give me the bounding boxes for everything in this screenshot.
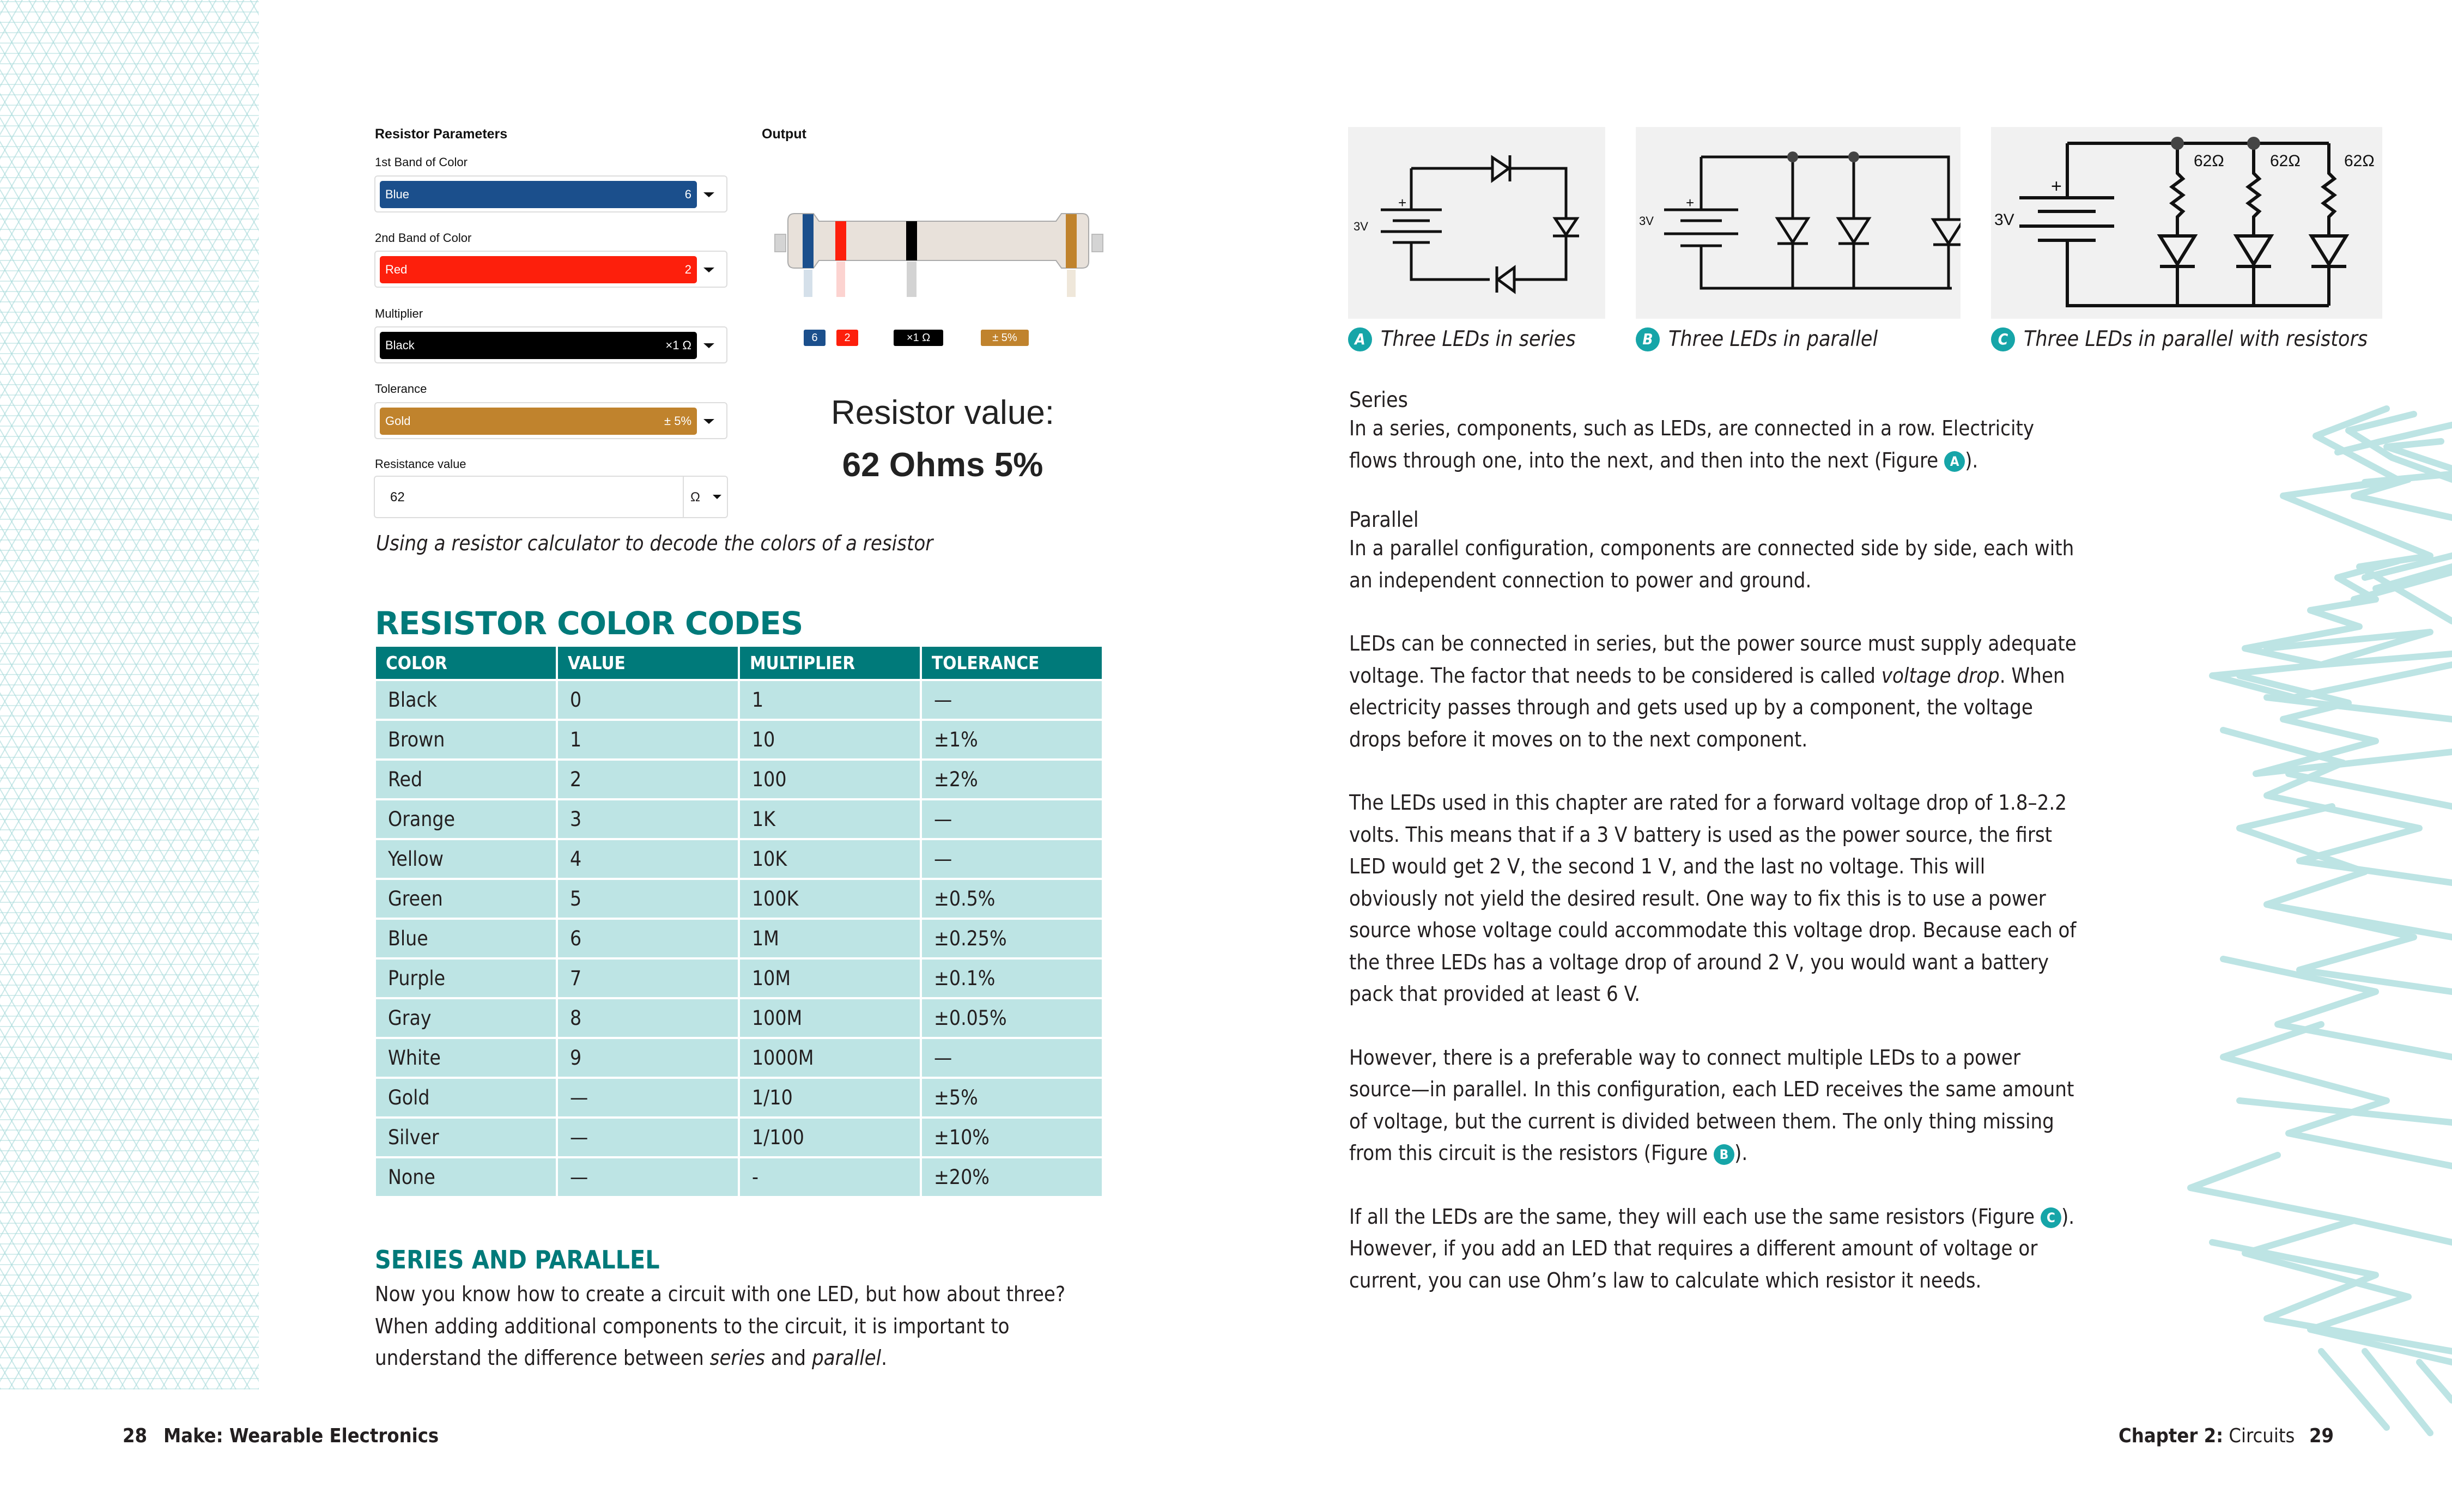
band2-label: 2nd Band of Color [375,231,472,245]
paragraph-text: . When electricity passes through and gets used up by a component, the voltage drops before it moves on to the next component. [1349,663,2065,751]
paragraph-text: However, there is a preferable way to connect multiple LEDs to a power source—in parallel. In this configuration, each LED receives the same amount of voltage, but the current is divided between them. The only thing missing from this circuit is the resistors (Figure [1349,1045,2074,1165]
resistance-value[interactable]: 62 [390,490,405,505]
tolerance-code: ± 5% [664,414,691,428]
multiplier-select[interactable] [374,326,727,363]
cell: ±5% [922,1079,1102,1116]
voltage-drop-paragraph [1349,628,2079,755]
band2-code: 2 [684,263,691,276]
band2-select[interactable] [374,251,727,288]
svg-text:62Ω: 62Ω [2344,152,2375,170]
band1-selected-value [380,181,697,208]
band2-color-name: Red [385,263,408,276]
parallel-resistor-circuit-diagram [1991,127,2382,319]
chevron-down-icon[interactable] [703,419,714,424]
right-body [1349,388,2079,1296]
band1-tag: 6 [804,330,826,346]
band2-tag: 2 [836,330,858,346]
cell: White [376,1039,556,1077]
color-codes-title: RESISTOR COLOR CODES [375,605,803,642]
cell: Green [376,880,556,918]
chevron-down-icon[interactable] [713,495,721,499]
svg-text:3V: 3V [1354,220,1368,233]
table-row [376,1079,1102,1116]
unit-select[interactable] [683,477,729,517]
figure-a-series-circuit [1348,127,1605,319]
band1-color-name: Blue [385,187,410,201]
cell: — [922,1039,1102,1077]
cell: Silver [376,1119,556,1156]
cell: 10M [740,960,920,997]
chapter-label: Chapter 2: [2119,1425,2224,1447]
resistor-diagram [767,174,1110,354]
cell: None [376,1158,556,1196]
forward-voltage-paragraph: The LEDs used in this chapter are rated for a forward voltage drop of 1.8–2.2 volts. This means that if a 3 V battery is used as the power source, the first LED would get 2 V, the second 1 V, and the last no voltage. This will obviously not yield the desired result. One way to fix this is to use a power source whose voltage could accommodate this voltage drop. Because each of the three LEDs has a voltage drop of around 2 V, you would want a battery pack that provided at least 6 V. [1349,791,2077,1006]
table-header-row [376,647,1102,679]
multiplier-tag: ×1 Ω [894,330,943,346]
figure-a-caption [1348,327,1576,351]
cell: 8 [558,999,738,1037]
table-row [376,681,1102,719]
tolerance-tag: ± 5% [981,330,1029,346]
cell: 1 [558,721,738,758]
cell: — [558,1158,738,1196]
cell: Purple [376,960,556,997]
figure-b-caption-text: Three LEDs in parallel [1668,327,1878,351]
svg-text:62Ω: 62Ω [2270,152,2301,170]
cell: Gray [376,999,556,1037]
decorative-pattern-strip [0,0,259,1389]
paragraph-text: ). [1734,1141,1748,1165]
decorative-zigzag-lines [2158,392,2452,1482]
multiplier-label: Multiplier [375,307,423,320]
intro-text: Now you know how to create a circuit with one LED, but how about three? When adding additional components to the circuit, it is important to understand the difference between [375,1282,1066,1370]
table-row [376,920,1102,957]
figure-b-caption [1636,327,1878,351]
cell: ±10% [922,1119,1102,1156]
chapter-footer [2119,1425,2295,1447]
cell: Red [376,761,556,798]
band1-label: 1st Band of Color [375,155,468,169]
intro-text: and [764,1346,812,1370]
color-codes-table [374,645,1104,1198]
tolerance-label: Tolerance [375,382,427,396]
cell: 9 [558,1039,738,1077]
header-tolerance: TOLERANCE [922,647,1102,679]
cell: ±0.05% [922,999,1102,1037]
same-resistors-paragraph [1349,1201,2079,1297]
tolerance-selected-value [380,408,697,435]
figure-a-caption-text: Three LEDs in series [1381,327,1576,351]
cell: — [922,840,1102,878]
cell: 1/10 [740,1079,920,1116]
parallel-paragraph: In a parallel configuration, components are connected side by side, each with an independent connection to power and ground. [1349,536,2074,592]
cell: ±0.1% [922,960,1102,997]
paragraph-text: LEDs can be connected in series, but the power source must supply adequate voltage. The factor that needs to be considered is called [1349,631,2077,688]
series-circuit-diagram [1348,127,1605,319]
multiplier-color-name: Black [385,338,415,352]
table-row [376,1119,1102,1156]
resistance-label: Resistance value [375,457,466,471]
chevron-down-icon[interactable] [703,192,714,197]
table-row [376,761,1102,798]
paragraph-text: If all the LEDs are the same, they will each use the same resistors (Figure [1349,1204,2041,1229]
parallel-circuit-diagram [1636,127,1961,319]
table-row [376,721,1102,758]
cell: 10 [740,721,920,758]
header-multiplier: MULTIPLIER [740,647,920,679]
chapter-title: Circuits [2229,1425,2295,1447]
cell: Blue [376,920,556,957]
figure-ref-a-badge[interactable]: A [1944,451,1965,472]
svg-text:+: + [2051,176,2062,197]
intro-text: . [881,1346,887,1370]
figure-c-caption-text: Three LEDs in parallel with resistors [2024,327,2368,351]
table-row [376,1158,1102,1196]
cell: 0 [558,681,738,719]
cell: 1/100 [740,1119,920,1156]
cell: 2 [558,761,738,798]
tolerance-color-name: Gold [385,414,411,428]
series-paragraph [1349,412,2079,476]
band1-code: 6 [684,187,691,201]
paragraph-text: ). [1965,448,1978,472]
cell: 4 [558,840,738,878]
figure-c-parallel-with-resistors [1991,127,2382,319]
cell: Yellow [376,840,556,878]
svg-text:3V: 3V [1639,214,1654,228]
figure-c-badge: C [1991,327,2015,351]
table-row [376,800,1102,838]
svg-text:3V: 3V [1994,211,2014,229]
multiplier-code: ×1 Ω [665,338,691,352]
intro-emphasis-series: series [709,1346,765,1370]
paragraph-text: ). However, if you add an LED that requires a different amount of voltage or current, you can use Ohm’s law to calculate which resistor it needs. [1349,1204,2075,1292]
band1-select[interactable] [374,175,727,212]
intro-emphasis-parallel: parallel [811,1346,882,1370]
left-page-number: 28 [123,1425,148,1447]
band2-selected-value [380,256,697,283]
multiplier-selected-value [380,332,697,359]
cell: Black [376,681,556,719]
figure-a-badge: A [1348,327,1372,351]
cell: 7 [558,960,738,997]
cell: ±20% [922,1158,1102,1196]
unit-value: Ω [690,490,700,505]
cell: 10K [740,840,920,878]
resistance-input[interactable] [374,476,728,518]
cell: Orange [376,800,556,838]
cell: - [740,1158,920,1196]
svg-text:62Ω: 62Ω [2194,152,2224,170]
params-title: Resistor Parameters [375,126,508,142]
output-title: Output [762,126,806,142]
right-page-number: 29 [2309,1425,2334,1447]
cell: 1K [740,800,920,838]
emphasis-voltage-drop: voltage drop [1881,663,2000,688]
table-row [376,999,1102,1037]
svg-text:+: + [1398,195,1407,211]
cell: — [558,1079,738,1116]
cell: 100K [740,880,920,918]
cell: 100M [740,999,920,1037]
series-parallel-intro [375,1278,1116,1374]
svg-text:+: + [1686,195,1695,211]
cell: Gold [376,1079,556,1116]
header-color: COLOR [376,647,556,679]
result-value: 62 Ohms 5% [842,446,1043,484]
figure-b-badge: B [1636,327,1660,351]
tolerance-select[interactable] [374,402,727,439]
calculator-caption: Using a resistor calculator to decode the colors of a resistor [376,531,933,555]
chevron-down-icon[interactable] [703,343,714,348]
cell: Brown [376,721,556,758]
cell: 1M [740,920,920,957]
cell: — [558,1119,738,1156]
cell: 6 [558,920,738,957]
series-subheading: Series [1349,388,1408,412]
cell: 100 [740,761,920,798]
cell: — [922,800,1102,838]
cell: — [922,681,1102,719]
table-row [376,880,1102,918]
cell: 5 [558,880,738,918]
cell: ±2% [922,761,1102,798]
figure-b-parallel-circuit [1636,127,1961,319]
figure-c-caption [1991,327,2368,351]
chevron-down-icon[interactable] [703,268,714,272]
table-row [376,1039,1102,1077]
parallel-preferable-paragraph [1349,1042,2079,1169]
cell: 3 [558,800,738,838]
result-label: Resistor value: [830,394,1055,432]
header-value: VALUE [558,647,738,679]
cell: ±1% [922,721,1102,758]
book-title: Make: Wearable Electronics [163,1425,439,1447]
series-parallel-heading: SERIES AND PARALLEL [375,1245,660,1274]
figure-ref-c-badge[interactable]: C [2041,1207,2061,1228]
paragraph-text: In a series, components, such as LEDs, are connected in a row. Electricity flows through one, into the next, and then into the next (Figure [1349,416,2035,472]
table-row [376,960,1102,997]
cell: 1 [740,681,920,719]
cell: ±0.5% [922,880,1102,918]
cell: 1000M [740,1039,920,1077]
parallel-subheading: Parallel [1349,508,1419,532]
cell: ±0.25% [922,920,1102,957]
figure-ref-b-badge[interactable]: B [1714,1144,1734,1165]
table-row [376,840,1102,878]
